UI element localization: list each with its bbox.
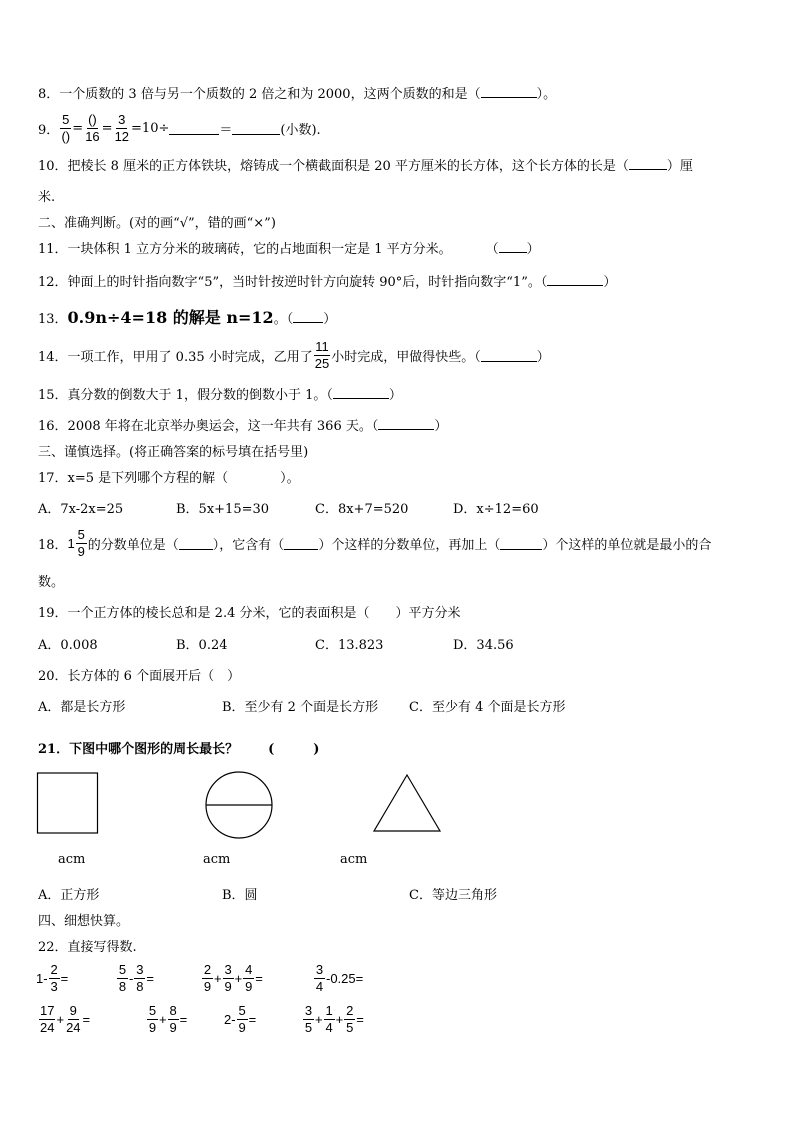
answer-blank[interactable] [481,85,537,98]
option-a[interactable]: A．都是长方形 [38,700,126,715]
fraction: $\frac{5}{()}$ [61,112,71,144]
question-text: 的分数单位是（ [87,538,179,553]
calc-item-7: 2- $\frac{5}{9}$ = [224,1003,257,1035]
answer-blank[interactable] [499,240,527,253]
question-number: 17． [38,471,68,486]
paren: ） [603,275,617,290]
option-b[interactable]: B．0.24 [176,638,228,653]
calc-item-2: $\frac{5}{8}$ - $\frac{3}{8}$ = [118,962,154,994]
question-number: 12． [38,275,68,290]
square-shape [36,770,102,836]
answer-blank[interactable] [378,417,434,430]
question-number: 15． [38,388,68,403]
option-b[interactable]: B．5x+15=30 [176,502,270,517]
question-text: 小时完成，甲做得快些。（ [331,350,481,365]
option-d[interactable]: D．34.56 [453,638,514,653]
question-text: 真分数的倒数大于 1，假分数的倒数小于 1。（ [67,388,333,403]
question-text: 2008 年将在北京举办奥运会，这一年共有 366 天。（ [67,419,379,434]
option-b[interactable]: B．圆 [222,888,258,903]
option-c[interactable]: C．至少有 4 个面是长方形 [409,700,566,715]
paren: ） [526,242,540,257]
calc-item-4: $\frac{3}{4}$ -0.25= [315,962,364,994]
question-text: x=5 是下列哪个方程的解（ ）。 [67,471,300,486]
question-text: ＝ [219,123,233,138]
square-label: acm [58,852,86,867]
question-10-cont: 米. [38,190,56,205]
triangle-shape [372,772,444,834]
fraction: $\frac{()}{16}$ [85,112,100,144]
question-number: 21． [38,742,70,757]
calc-item-5: $\frac{17}{24}$ + $\frac{9}{24}$ = [40,1003,91,1035]
answer-blank[interactable] [481,349,537,362]
question-text: ）个这样的分数单位，再加上（ [318,538,501,553]
question-12 [38,271,616,290]
question-number: 11． [38,242,68,257]
option-c[interactable]: C．13.823 [315,638,384,653]
calc-item-1: 1- $\frac{2}{3}$ = [36,962,69,994]
option-a[interactable]: A．正方形 [38,888,100,903]
option-b[interactable]: B．至少有 2 个面是长方形 [222,700,379,715]
question-text: =10÷ [131,121,170,136]
question-number: 18． [38,538,68,553]
question-text: 一个正方体的棱长总和是 2.4 分米，它的表面积是（ ）平方分米 [67,606,461,621]
question-number: 22． [38,940,68,955]
question-text: ）个这样的单位就是最小的合 [542,538,712,553]
calc-item-6: $\frac{5}{9}$ + $\frac{8}{9}$ = [148,1003,188,1035]
paren: ） [323,312,337,327]
fraction: $\frac{11}{25}$ [314,339,330,371]
question-number: 10． [38,159,68,174]
circle-label: acm [203,852,231,867]
question-number: 9． [38,123,60,138]
question-16 [38,415,447,434]
paren: ） [388,388,402,403]
question-8 [38,83,556,102]
answer-blank[interactable] [232,122,280,135]
paren: ） [434,419,448,434]
option-c[interactable]: C．等边三角形 [409,888,497,903]
question-number: 20． [38,669,68,684]
question-9 [38,112,321,145]
question-text: 直接写得数. [67,940,137,955]
answer-blank[interactable] [629,157,667,170]
section-heading-2: 二、准确判断。(对的画“√”，错的画“×”) [38,216,276,231]
question-21 [38,738,319,757]
calc-item-3: $\frac{2}{9}$ + $\frac{3}{9}$ + $\frac{4}{9}$ = [203,962,263,994]
question-text: 钟面上的时针指向数字“5”，当时针按逆时针方向旋转 90°后，时针指向数字“1”。（ [67,275,548,290]
question-text: ），它含有（ [212,538,285,553]
question-18 [38,527,711,560]
question-number: 14． [38,350,68,365]
option-c[interactable]: C．8x+7=520 [315,502,409,517]
section-heading-4: 四、细想快算。 [38,914,130,929]
question-text: 一块体积 1 立方分米的玻璃砖，它的占地面积一定是 1 平方分米。 [67,242,452,257]
equals-sign: = [101,121,113,136]
question-number: 16． [38,419,68,434]
question-text: 一个质数的 3 倍与另一个质数的 2 倍之和为 2000，这两个质数的和是（ [59,87,481,102]
answer-blank[interactable] [547,273,603,286]
question-20 [38,665,240,684]
question-14 [38,339,550,372]
question-text: 把棱长 8 厘米的正方体铁块，熔铸成一个横截面积是 20 平方厘米的长方体，这个长方体的长是（ [67,159,629,174]
section-heading-3: 三、谨慎选择。(将正确答案的标号填在括号里) [38,445,309,460]
fraction: $\frac{5}{9}$ [77,527,85,559]
question-15 [38,384,402,403]
question-text: 。（ [273,312,294,327]
question-text: 0.9n÷4=18 的解是 n=12 [67,308,274,327]
question-number: 8． [38,87,60,102]
answer-blank[interactable] [169,122,219,135]
question-text: 一项工作，甲用了 0.35 小时完成，乙用了 [67,350,313,365]
question-13 [38,305,336,328]
question-number: 19． [38,606,68,621]
question-10 [38,155,693,174]
mixed-number-whole: 1 [67,536,75,551]
option-a[interactable]: A．7x-2x=25 [38,502,124,517]
answer-paren[interactable]: ( ) [268,742,320,757]
option-d[interactable]: D．x÷12=60 [453,502,539,517]
question-text: 下图中哪个图形的周长最长？ [69,742,239,757]
question-text: (小数). [280,123,321,138]
answer-blank[interactable] [500,537,542,550]
answer-blank[interactable] [284,537,318,550]
question-11 [38,238,540,257]
paren: （ [485,242,499,257]
question-number: 13． [38,312,68,327]
triangle-label: acm [340,852,368,867]
circle-shape [203,770,277,840]
answer-blank[interactable] [333,386,389,399]
question-17 [38,467,300,486]
answer-blank[interactable] [179,537,213,550]
question-19 [38,602,461,621]
question-22 [38,936,137,955]
question-text: 长方体的 6 个面展开后（ ） [67,669,241,684]
question-text-end: ）。 [536,87,557,102]
calc-item-8: $\frac{3}{5}$ + $\frac{1}{4}$ + $\frac{2}{5}$ = [304,1003,364,1035]
question-text: ）厘 [666,159,693,174]
equals-sign: = [72,121,84,136]
paren: ） [536,350,550,365]
option-a[interactable]: A．0.008 [38,638,98,653]
fraction: $\frac{3}{12}$ [114,112,130,144]
question-18-cont: 数。 [38,575,65,590]
answer-blank[interactable] [293,310,323,323]
